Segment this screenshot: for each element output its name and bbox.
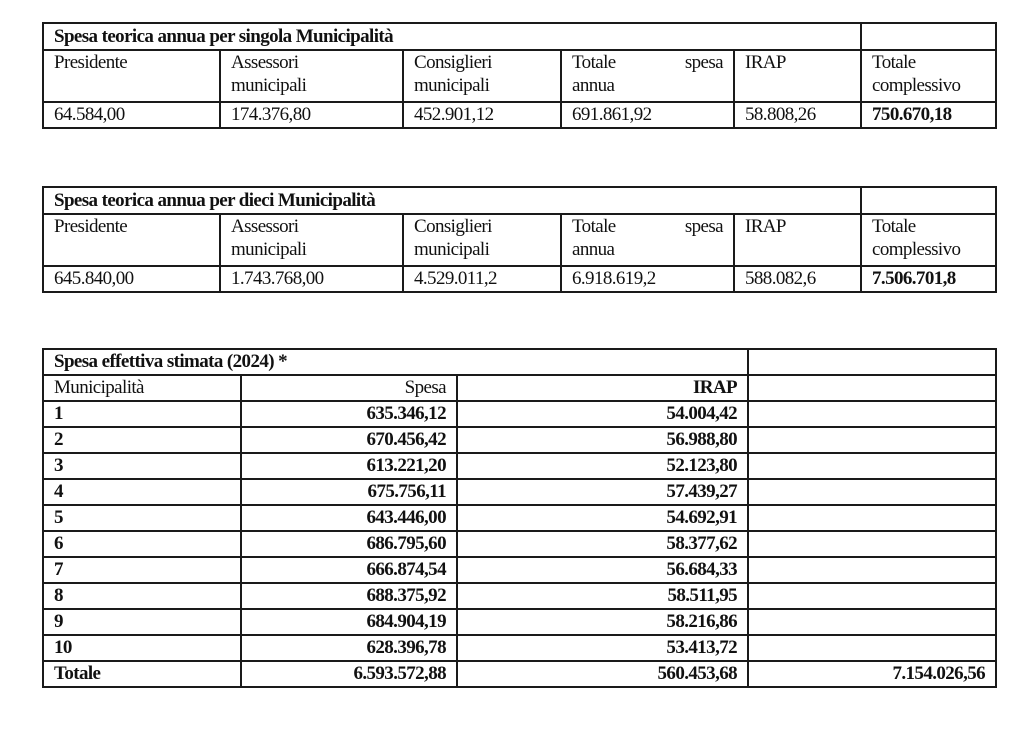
cell-irap: 58.216,86	[457, 609, 748, 635]
cell-spesa: 684.904,19	[241, 609, 457, 635]
empty-cell	[748, 375, 996, 401]
cell-irap: 53.413,72	[457, 635, 748, 661]
value-presidente: 64.584,00	[43, 102, 220, 128]
cell-municipalita: 8	[43, 583, 241, 609]
header-text: municipali	[414, 75, 490, 96]
header-presidente: Presidente	[43, 214, 220, 266]
header-totale-spesa	[561, 50, 734, 102]
value-irap: 588.082,6	[734, 266, 861, 292]
empty-cell	[861, 187, 996, 214]
cell-spesa: 666.874,54	[241, 557, 457, 583]
header-text: municipali	[414, 239, 490, 260]
table-row	[43, 583, 996, 609]
cell-irap: 58.511,95	[457, 583, 748, 609]
empty-cell	[861, 23, 996, 50]
cell-irap: 54.692,91	[457, 505, 748, 531]
header-text: Totale	[872, 52, 916, 73]
empty-cell	[748, 531, 996, 557]
total-spesa: 6.593.572,88	[241, 661, 457, 687]
header-assessori	[220, 214, 403, 266]
value-totale-complessivo: 7.506.701,8	[861, 266, 996, 292]
empty-cell	[748, 583, 996, 609]
table-row	[43, 427, 996, 453]
cell-spesa: 635.346,12	[241, 401, 457, 427]
header-text: Assessori	[231, 52, 299, 73]
cell-spesa: 643.446,00	[241, 505, 457, 531]
header-spesa: Spesa	[241, 375, 457, 401]
header-totale-complessivo	[861, 50, 996, 102]
table-row	[43, 505, 996, 531]
empty-cell	[748, 505, 996, 531]
table-title: Spesa effettiva stimata (2024) *	[43, 349, 748, 375]
empty-cell	[748, 557, 996, 583]
table-row	[43, 609, 996, 635]
table-spesa-effettiva	[42, 348, 997, 688]
table-row	[43, 401, 996, 427]
header-text: Totale	[572, 52, 616, 73]
table-title-row	[43, 187, 996, 214]
value-irap: 58.808,26	[734, 102, 861, 128]
total-irap: 560.453,68	[457, 661, 748, 687]
total-row	[43, 661, 996, 687]
header-irap: IRAP	[457, 375, 748, 401]
header-text: Consiglieri	[414, 52, 492, 73]
cell-spesa: 628.396,78	[241, 635, 457, 661]
cell-spesa: 670.456,42	[241, 427, 457, 453]
header-consiglieri	[403, 214, 561, 266]
header-irap: IRAP	[734, 50, 861, 102]
cell-spesa: 675.756,11	[241, 479, 457, 505]
header-text: Totale	[572, 216, 616, 237]
cell-irap: 56.988,80	[457, 427, 748, 453]
header-totale-spesa	[561, 214, 734, 266]
cell-municipalita: 10	[43, 635, 241, 661]
empty-cell	[748, 453, 996, 479]
cell-irap: 56.684,33	[457, 557, 748, 583]
header-text: annua	[572, 75, 615, 96]
cell-spesa: 686.795,60	[241, 531, 457, 557]
header-presidente: Presidente	[43, 50, 220, 102]
header-text: complessivo	[872, 75, 961, 96]
table-row	[43, 557, 996, 583]
cell-irap: 52.123,80	[457, 453, 748, 479]
value-presidente: 645.840,00	[43, 266, 220, 292]
empty-cell	[748, 427, 996, 453]
cell-municipalita: 9	[43, 609, 241, 635]
value-assessori: 1.743.768,00	[220, 266, 403, 292]
header-text: spesa	[684, 52, 723, 73]
header-text: municipali	[231, 75, 307, 96]
cell-municipalita: 5	[43, 505, 241, 531]
total-label: Totale	[43, 661, 241, 687]
table-row	[43, 453, 996, 479]
empty-cell	[748, 609, 996, 635]
cell-spesa: 688.375,92	[241, 583, 457, 609]
table-title-row	[43, 23, 996, 50]
header-totale-complessivo	[861, 214, 996, 266]
value-totale-spesa: 691.861,92	[561, 102, 734, 128]
header-text: Totale	[872, 216, 916, 237]
value-totale-complessivo: 750.670,18	[861, 102, 996, 128]
header-row	[43, 214, 996, 266]
cell-municipalita: 2	[43, 427, 241, 453]
header-irap: IRAP	[734, 214, 861, 266]
cell-irap: 57.439,27	[457, 479, 748, 505]
empty-cell	[748, 479, 996, 505]
table-title: Spesa teorica annua per singola Municipalità	[43, 23, 861, 50]
table-spesa-teorica-singola	[42, 22, 997, 129]
table-spesa-teorica-dieci	[42, 186, 997, 293]
header-text: complessivo	[872, 239, 961, 260]
table-row	[43, 635, 996, 661]
cell-irap: 54.004,42	[457, 401, 748, 427]
header-text: spesa	[684, 216, 723, 237]
table-row	[43, 479, 996, 505]
table-row	[43, 531, 996, 557]
cell-irap: 58.377,62	[457, 531, 748, 557]
cell-spesa: 613.221,20	[241, 453, 457, 479]
cell-municipalita: 7	[43, 557, 241, 583]
header-text: annua	[572, 239, 615, 260]
header-text: municipali	[231, 239, 307, 260]
data-row	[43, 102, 996, 128]
table-title: Spesa teorica annua per dieci Municipalità	[43, 187, 861, 214]
table-title-row	[43, 349, 996, 375]
header-text: Assessori	[231, 216, 299, 237]
value-totale-spesa: 6.918.619,2	[561, 266, 734, 292]
total-complessivo: 7.154.026,56	[748, 661, 996, 687]
header-row	[43, 375, 996, 401]
header-municipalita: Municipalità	[43, 375, 241, 401]
cell-municipalita: 6	[43, 531, 241, 557]
empty-cell	[748, 349, 996, 375]
data-row	[43, 266, 996, 292]
value-assessori: 174.376,80	[220, 102, 403, 128]
value-consiglieri: 452.901,12	[403, 102, 561, 128]
header-text: Consiglieri	[414, 216, 492, 237]
header-assessori	[220, 50, 403, 102]
empty-cell	[748, 401, 996, 427]
cell-municipalita: 3	[43, 453, 241, 479]
header-consiglieri	[403, 50, 561, 102]
value-consiglieri: 4.529.011,2	[403, 266, 561, 292]
empty-cell	[748, 635, 996, 661]
header-row	[43, 50, 996, 102]
cell-municipalita: 1	[43, 401, 241, 427]
cell-municipalita: 4	[43, 479, 241, 505]
